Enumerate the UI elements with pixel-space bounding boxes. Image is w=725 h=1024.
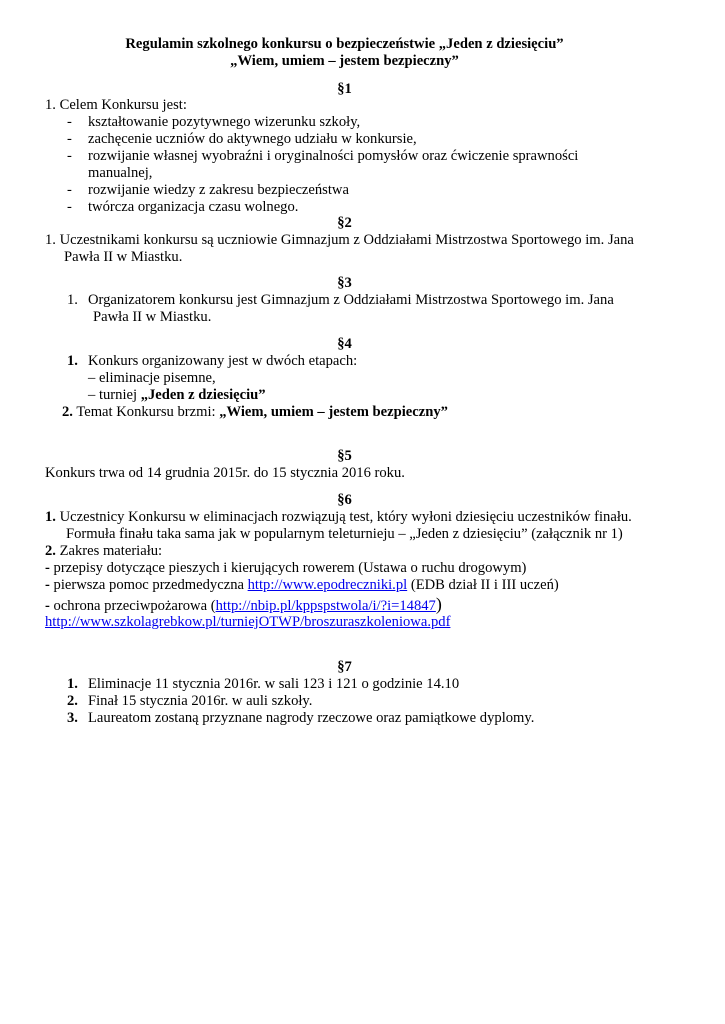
list-dash: -	[67, 199, 72, 215]
list-dash: -	[45, 577, 50, 593]
section-6-line-4	[45, 560, 526, 577]
section-7-heading: §7	[337, 659, 352, 675]
section-4-number-2: 2.	[62, 404, 73, 420]
section-6-number-2: 2.	[45, 543, 56, 559]
section-7-number: 3.	[67, 710, 78, 726]
theme-label: Temat Konkursu brzmi:	[72, 404, 220, 420]
broszura-link[interactable]: http://www.szkolagrebkow.pl/turniejOTWP/broszuraszkoleniowa.pdf	[45, 614, 451, 630]
section-3-text-cont: Pawła II w Miastku.	[93, 309, 212, 325]
epodreczniki-link[interactable]: http://www.epodreczniki.pl	[247, 577, 408, 593]
section-6-line-1	[45, 509, 632, 526]
scope-item-first-aid: pierwsza pomoc przedmedyczna	[49, 577, 248, 593]
section-2-text-cont: Pawła II w Miastku.	[64, 249, 183, 265]
list-item: rozwijanie wiedzy z zakresu bezpieczeństwa	[88, 182, 349, 198]
section-6-line-3	[45, 543, 162, 560]
section-2-heading: §2	[337, 215, 352, 231]
section-6-text-1: Uczestnicy Konkursu w eliminacjach rozwiązują test, który wyłoni dziesięciu uczestników finału.	[55, 509, 632, 525]
section-6-heading: §6	[337, 492, 352, 508]
section-4-text-2	[62, 404, 448, 421]
section-1-intro: 1. Celem Konkursu jest:	[45, 97, 187, 113]
stage-2-name: „Jeden z dziesięciu”	[140, 387, 266, 403]
scope-item-fire: ochrona przeciwpożarowa (	[49, 598, 216, 614]
list-dash: -	[67, 182, 72, 198]
section-6-line-2: Formuła finału taka sama jak w popularnym teleturnieju – „Jeden z dziesięciu” (załącznik nr 1)	[66, 526, 623, 542]
list-dash: -	[67, 148, 72, 164]
section-4-heading: §4	[337, 336, 352, 352]
stage-2-label: – turniej	[88, 387, 141, 403]
section-4-text-1: Konkurs organizowany jest w dwóch etapach:	[88, 353, 358, 369]
nbip-link[interactable]: http://nbip.pl/kppspstwola/i/?i=14847	[215, 598, 436, 614]
list-item-continuation: manualnej,	[88, 165, 153, 181]
section-7-number: 2.	[67, 693, 78, 709]
document-title: Regulamin szkolnego konkursu o bezpieczeństwie „Jeden z dziesięciu”	[125, 36, 564, 52]
section-6-scope-label: Zakres materiału:	[55, 543, 163, 559]
section-5-heading: §5	[337, 448, 352, 464]
theme-name: „Wiem, umiem – jestem bezpieczny”	[219, 404, 448, 420]
section-7-item: Eliminacje 11 stycznia 2016r. w sali 123 i 121 o godzinie 14.10	[88, 676, 460, 692]
section-6-line-6	[45, 596, 442, 615]
closing-paren: )	[435, 594, 442, 614]
section-7-number: 1.	[67, 676, 78, 692]
list-item: zachęcenie uczniów do aktywnego udziału w konkursie,	[88, 131, 417, 147]
section-4-stage-1: – eliminacje pisemne,	[88, 370, 216, 386]
list-dash: -	[67, 131, 72, 147]
section-5-text: Konkurs trwa od 14 grudnia 2015r. do 15 stycznia 2016 roku.	[45, 465, 405, 481]
section-6-line-7	[45, 614, 450, 631]
section-3-text: Organizatorem konkursu jest Gimnazjum z Oddziałami Mistrzostwa Sportowego im. Jana	[88, 292, 614, 308]
list-dash: -	[45, 560, 50, 576]
section-2-text: 1. Uczestnikami konkursu są uczniowie Gimnazjum z Oddziałami Mistrzostwa Sportowego im. Jana	[45, 232, 634, 248]
scope-item-traffic: przepisy dotyczące pieszych i kierujących rowerem (Ustawa o ruchu drogowym)	[49, 560, 527, 576]
document-subtitle: „Wiem, umiem – jestem bezpieczny”	[230, 53, 459, 69]
scope-item-first-aid-note: (EDB dział II i III uczeń)	[407, 577, 559, 593]
list-item: kształtowanie pozytywnego wizerunku szkoły,	[88, 114, 361, 130]
list-dash: -	[45, 598, 50, 614]
section-6-line-5	[45, 577, 559, 594]
list-dash: -	[67, 114, 72, 130]
section-3-heading: §3	[337, 275, 352, 291]
section-7-item: Laureatom zostaną przyznane nagrody rzeczowe oraz pamiątkowe dyplomy.	[88, 710, 535, 726]
section-4-number-1: 1.	[67, 353, 78, 369]
section-4-stage-2	[88, 387, 266, 404]
list-item: twórcza organizacja czasu wolnego.	[88, 199, 299, 215]
list-item: rozwijanie własnej wyobraźni i oryginalności pomysłów oraz ćwiczenie sprawności	[88, 148, 579, 164]
section-7-item: Finał 15 stycznia 2016r. w auli szkoły.	[88, 693, 313, 709]
section-1-heading: §1	[337, 81, 352, 97]
section-6-number-1: 1.	[45, 509, 56, 525]
section-3-number: 1.	[67, 292, 78, 308]
